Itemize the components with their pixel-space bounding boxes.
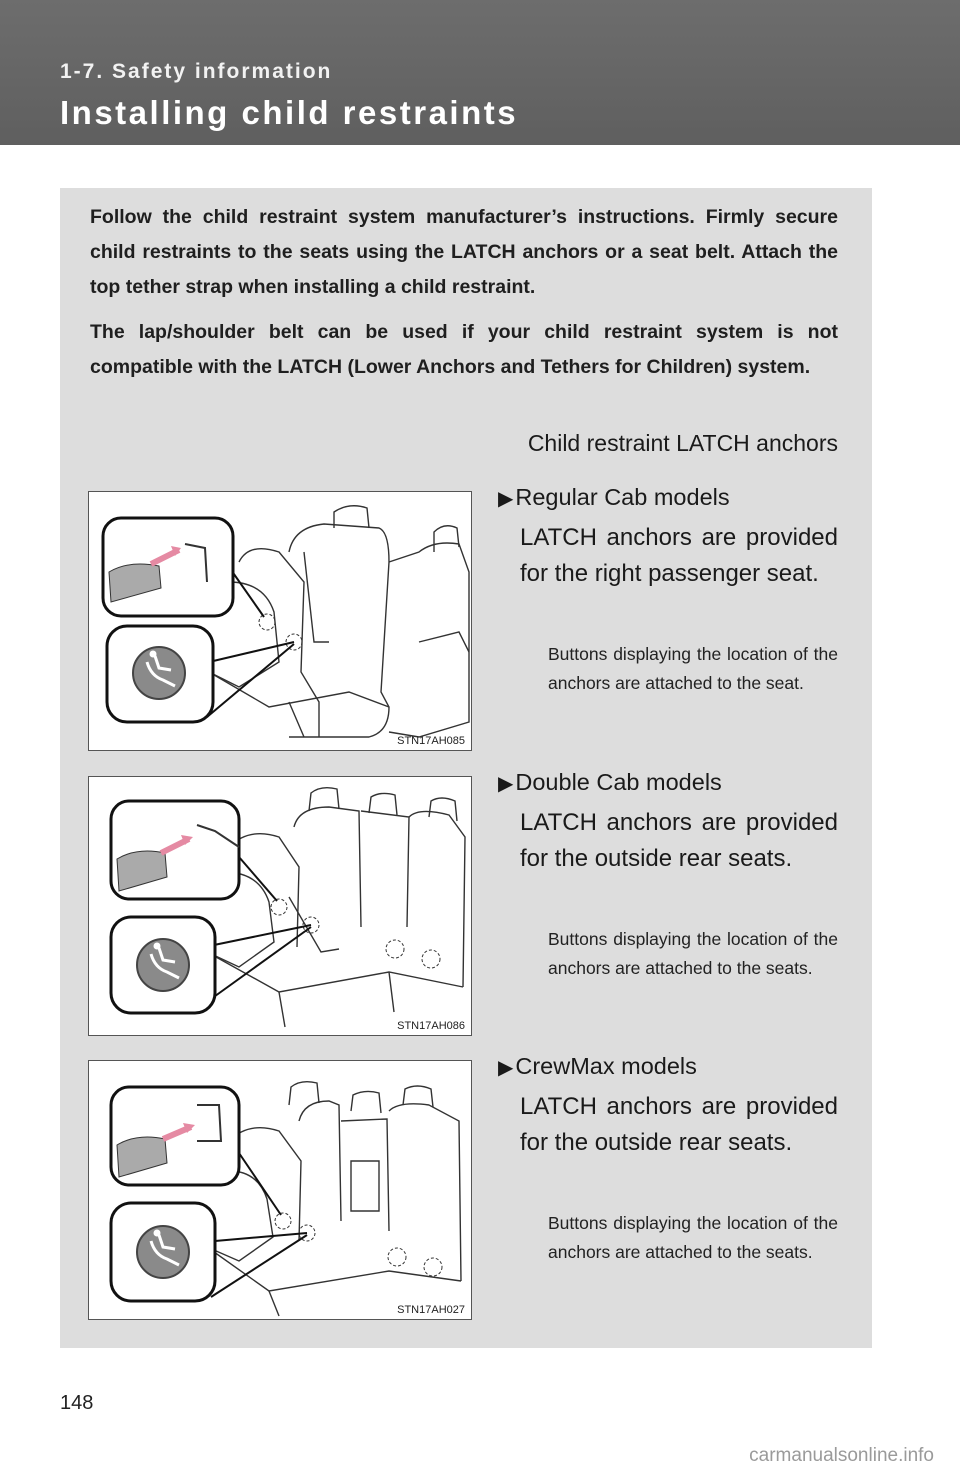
section-label: 1-7. Safety information xyxy=(60,60,333,83)
model-note-crewmax: Buttons displaying the location of the anchors are attached to the seats. xyxy=(548,1213,838,1262)
seat-illustration-double-cab xyxy=(89,777,472,1036)
model-title-text: CrewMax models xyxy=(515,1053,697,1079)
model-note-double-cab: Buttons displaying the location of the anchors are attached to the seats. xyxy=(548,929,838,978)
model-title-regular-cab xyxy=(498,484,730,511)
figure-code: STN17AH086 xyxy=(397,1020,465,1032)
figure-code: STN17AH027 xyxy=(397,1304,465,1316)
model-description-crewmax: LATCH anchors are provided for the outside rear seats. xyxy=(520,1093,838,1156)
model-title-double-cab xyxy=(498,769,722,796)
seat-illustration-crewmax xyxy=(89,1061,472,1320)
subheading: Child restraint LATCH anchors xyxy=(527,430,838,456)
child-seat-symbol-icon xyxy=(137,939,189,991)
page-number: 148 xyxy=(60,1392,94,1414)
intro-paragraph-1: Follow the child restraint system manufacturer’s instructions. Firmly secure child restraints to the seats using the LATCH anchors or a seat belt. Attach the top tether strap when installing a child restraint. xyxy=(90,206,838,298)
figure-double-cab xyxy=(88,776,472,1036)
model-title-crewmax xyxy=(498,1053,697,1080)
chapter-header xyxy=(0,0,960,145)
model-title-text: Regular Cab models xyxy=(515,484,730,510)
bullet-triangle-icon: ▶ xyxy=(498,488,514,510)
model-description-regular-cab: LATCH anchors are provided for the right passenger seat. xyxy=(520,524,838,587)
bullet-triangle-icon: ▶ xyxy=(498,1057,514,1079)
figure-regular-cab xyxy=(88,491,472,751)
figure-code: STN17AH085 xyxy=(397,735,465,747)
child-seat-symbol-icon xyxy=(137,1226,189,1278)
intro-paragraph-2: The lap/shoulder belt can be used if your child restraint system is not compatible with the LATCH (Lower Anchors and Tethers for Children) system. xyxy=(90,321,838,378)
child-seat-symbol-icon xyxy=(133,647,185,699)
bullet-triangle-icon: ▶ xyxy=(498,773,514,795)
seat-illustration-regular-cab xyxy=(89,492,472,751)
model-title-text: Double Cab models xyxy=(515,769,722,795)
page-title: Installing child restraints xyxy=(60,94,519,131)
model-note-regular-cab: Buttons displaying the location of the anchors are attached to the seat. xyxy=(548,644,838,693)
watermark: carmanualsonline.info xyxy=(749,1445,934,1466)
model-description-double-cab: LATCH anchors are provided for the outside rear seats. xyxy=(520,809,838,872)
figure-crewmax xyxy=(88,1060,472,1320)
